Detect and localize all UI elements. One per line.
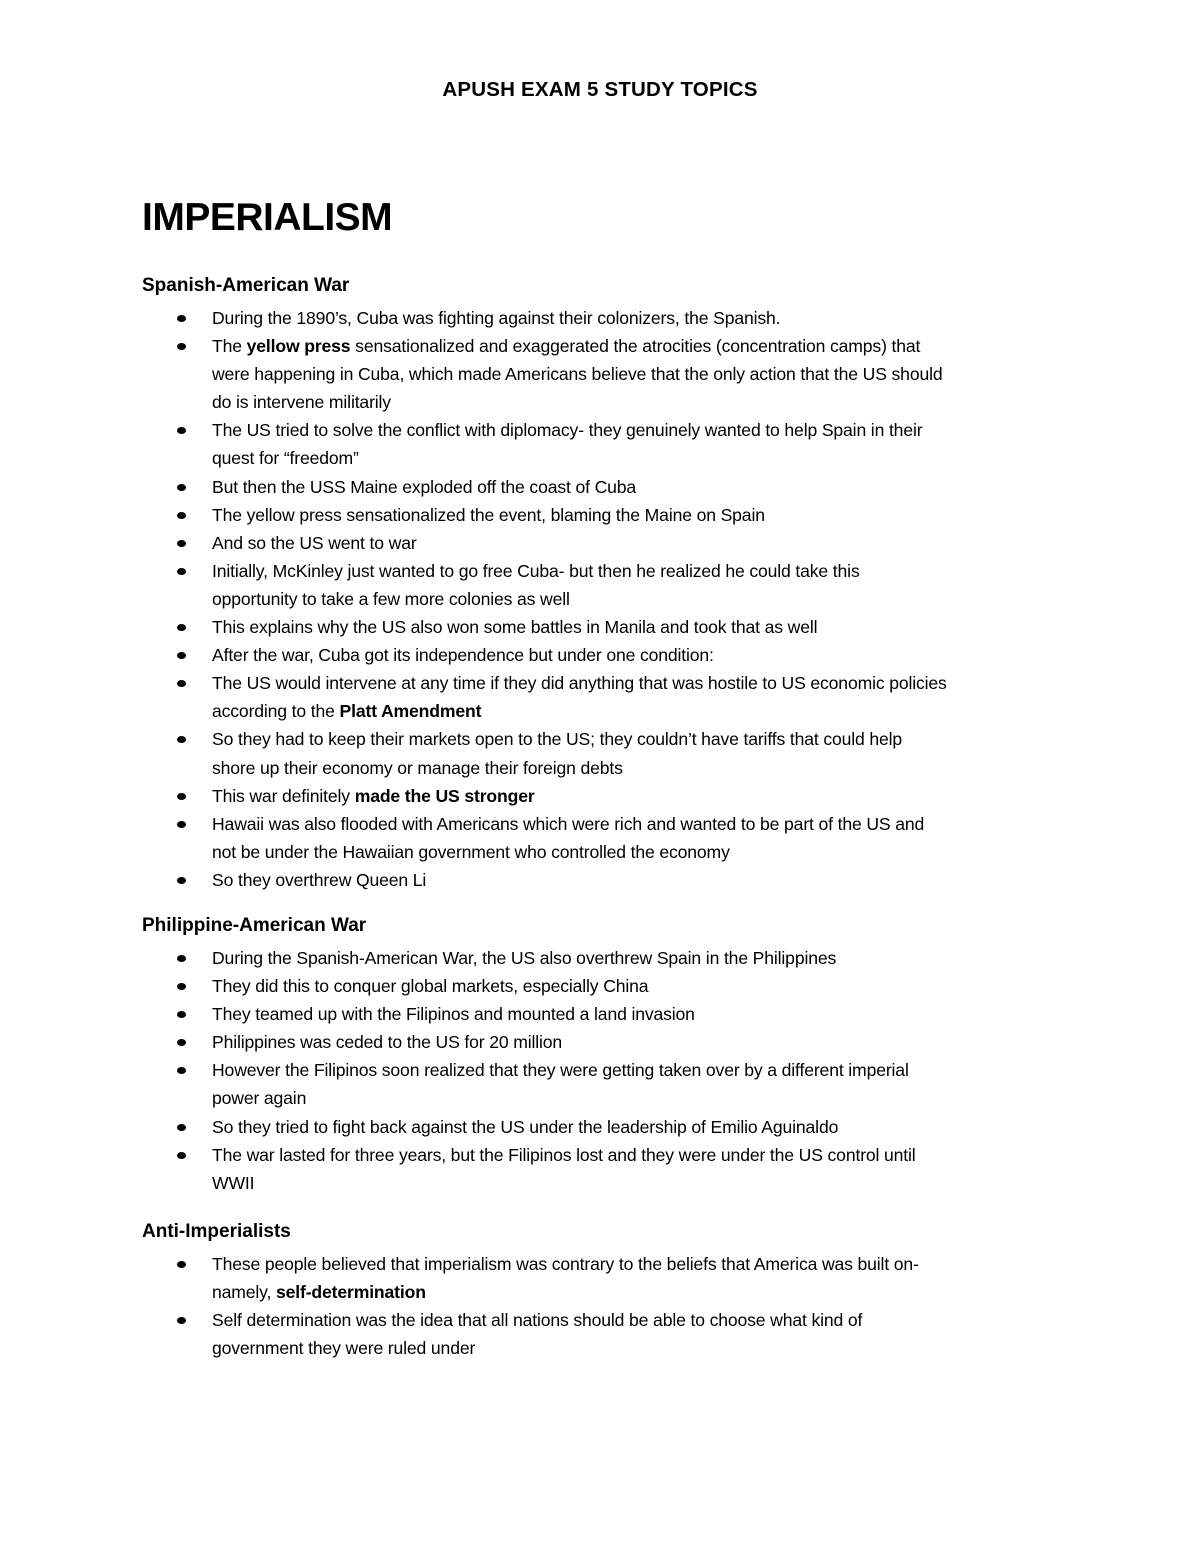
bullet-icon [177, 680, 186, 687]
text-run: So they tried to fight back against the US under the leadership of Emilio Aguinaldo [212, 1116, 839, 1137]
bullet-item [142, 782, 1072, 810]
bold-text: self-determination [276, 1282, 426, 1303]
text-run: However the Filipinos soon realized that they were getting taken over by a different imperial [212, 1060, 909, 1081]
bullet-line [212, 944, 1072, 972]
bullet-line [212, 1278, 1072, 1306]
section-heading: Spanish-American War [142, 275, 350, 296]
section-philippine-american-war [142, 912, 1072, 1197]
bullet-list [142, 304, 1072, 894]
bullet-line [212, 838, 1072, 866]
bullet-item [142, 725, 1072, 781]
bullet-item [142, 501, 1072, 529]
bullet-line [212, 697, 1072, 725]
bullet-line [212, 473, 1072, 501]
text-run: So they had to keep their markets open to the US; they couldn’t have tariffs that could help [212, 729, 903, 750]
bullet-item [142, 473, 1072, 501]
text-run: So they overthrew Queen Li [212, 869, 427, 890]
bullet-icon [177, 1039, 186, 1046]
bullet-line [212, 360, 1072, 388]
bold-text: made the US stronger [354, 785, 535, 806]
bullet-item [142, 641, 1072, 669]
text-run: They teamed up with the Filipinos and mounted a land invasion [212, 1004, 695, 1025]
text-run: After the war, Cuba got its independence but under one condition: [212, 645, 714, 666]
bullet-icon [177, 568, 186, 575]
bullet-icon [177, 736, 186, 743]
bullet-item [142, 304, 1072, 332]
bullet-item [142, 1306, 1072, 1362]
bullet-line [212, 782, 1072, 810]
bullet-item [142, 944, 1072, 972]
bullet-icon [177, 983, 186, 990]
bullet-icon [177, 624, 186, 631]
bullet-line [212, 754, 1072, 782]
text-run: Initially, McKinley just wanted to go free Cuba- but then he realized he could take this [212, 560, 860, 581]
bullet-icon [177, 315, 186, 322]
bullet-icon [177, 1317, 186, 1324]
bullet-line [212, 613, 1072, 641]
bullet-line [212, 1141, 1072, 1169]
text-run: This explains why the US also won some battles in Manila and took that as well [212, 617, 818, 638]
bullet-icon [177, 343, 186, 350]
bullet-line [212, 585, 1072, 613]
text-run: sensationalized and exaggerated the atrocities (concentration camps) that [350, 336, 921, 357]
text-run: power again [212, 1088, 307, 1109]
section-spanish-american-war [142, 272, 1072, 894]
bullet-item [142, 810, 1072, 866]
text-run: quest for “freedom” [212, 448, 359, 469]
bullet-icon [177, 793, 186, 800]
text-run: The US would intervene at any time if they did anything that was hostile to US economic policies [212, 673, 947, 694]
text-run: were happening in Cuba, which made Americans believe that the only action that the US should [212, 364, 943, 385]
bullet-line [212, 1169, 1072, 1197]
bullet-line [212, 388, 1072, 416]
text-run: The war lasted for three years, but the Filipinos lost and they were under the US control until [212, 1144, 916, 1165]
text-run: But then the USS Maine exploded off the coast of Cuba [212, 476, 637, 497]
bullet-item [142, 669, 1072, 725]
bullet-line [212, 501, 1072, 529]
bullet-line [212, 1334, 1072, 1362]
bullet-icon [177, 877, 186, 884]
bullet-item [142, 1028, 1072, 1056]
main-heading: IMPERIALISM [142, 196, 393, 239]
bullet-line [212, 1250, 1072, 1278]
text-run: During the 1890’s, Cuba was fighting against their colonizers, the Spanish. [212, 308, 781, 328]
bullet-item [142, 613, 1072, 641]
text-run: according to the [212, 701, 340, 722]
bullet-item [142, 1000, 1072, 1028]
bullet-item [142, 1113, 1072, 1141]
bullet-icon [177, 1261, 186, 1268]
bullet-line [212, 304, 1072, 332]
bullet-line [212, 529, 1072, 557]
bold-text: Platt Amendment [339, 701, 482, 722]
text-run: During the Spanish-American War, the US also overthrew Spain in the Philippines [212, 948, 837, 968]
text-run: opportunity to take a few more colonies as well [212, 588, 570, 609]
document-title: APUSH EXAM 5 STUDY TOPICS [442, 78, 758, 101]
section-heading: Philippine-American War [142, 915, 367, 936]
bullet-icon [177, 821, 186, 828]
bullet-line [212, 1084, 1072, 1112]
bullet-line [212, 669, 1072, 697]
text-run: The yellow press sensationalized the event, blaming the Maine on Spain [212, 504, 765, 525]
text-run: This war definitely [212, 785, 355, 806]
bullet-line [212, 641, 1072, 669]
bullet-line [212, 972, 1072, 1000]
bullet-item [142, 1056, 1072, 1112]
bullet-item [142, 557, 1072, 613]
bullet-list [142, 944, 1072, 1197]
bullet-line [212, 444, 1072, 472]
bullet-list [142, 1250, 1072, 1362]
bullet-item [142, 1141, 1072, 1197]
text-run: The [212, 336, 247, 357]
bullet-line [212, 416, 1072, 444]
bullet-icon [177, 512, 186, 519]
bullet-line [212, 557, 1072, 585]
text-run: do is intervene militarily [212, 392, 391, 413]
bullet-icon [177, 1067, 186, 1074]
bullet-line [212, 810, 1072, 838]
text-run: And so the US went to war [212, 532, 417, 553]
bold-text: yellow press [246, 336, 351, 357]
bullet-line [212, 1113, 1072, 1141]
bullet-item [142, 972, 1072, 1000]
text-run: Philippines was ceded to the US for 20 million [212, 1032, 563, 1053]
bullet-line [212, 1056, 1072, 1084]
bullet-line [212, 1000, 1072, 1028]
text-run: They did this to conquer global markets, especially China [212, 976, 649, 997]
bullet-line [212, 725, 1072, 753]
text-run: government they were ruled under [212, 1338, 476, 1359]
bullet-item [142, 1250, 1072, 1306]
text-run: not be under the Hawaiian government who controlled the economy [212, 841, 730, 862]
bullet-icon [177, 540, 186, 547]
text-run: shore up their economy or manage their foreign debts [212, 757, 623, 778]
text-run: WWII [212, 1172, 255, 1193]
bullet-icon [177, 427, 186, 434]
bullet-item [142, 416, 1072, 472]
text-run: These people believed that imperialism was contrary to the beliefs that America was built on- [212, 1254, 919, 1274]
bullet-line [212, 866, 1072, 894]
bullet-icon [177, 955, 186, 962]
bullet-item [142, 529, 1072, 557]
text-run: Self determination was the idea that all nations should be able to choose what kind of [212, 1310, 863, 1331]
bullet-icon [177, 1011, 186, 1018]
bullet-item [142, 332, 1072, 416]
bullet-line [212, 332, 1072, 360]
bullet-item [142, 866, 1072, 894]
section-anti-imperialists [142, 1218, 1072, 1362]
bullet-icon [177, 1124, 186, 1131]
text-run: Hawaii was also flooded with Americans which were rich and wanted to be part of the US and [212, 813, 925, 834]
bullet-line [212, 1028, 1072, 1056]
text-run: The US tried to solve the conflict with diplomacy- they genuinely wanted to help Spain in their [212, 420, 923, 441]
bullet-icon [177, 484, 186, 491]
bullet-icon [177, 652, 186, 659]
text-run: namely, [212, 1282, 276, 1303]
bullet-icon [177, 1152, 186, 1159]
section-heading: Anti-Imperialists [142, 1221, 291, 1242]
bullet-line [212, 1306, 1072, 1334]
